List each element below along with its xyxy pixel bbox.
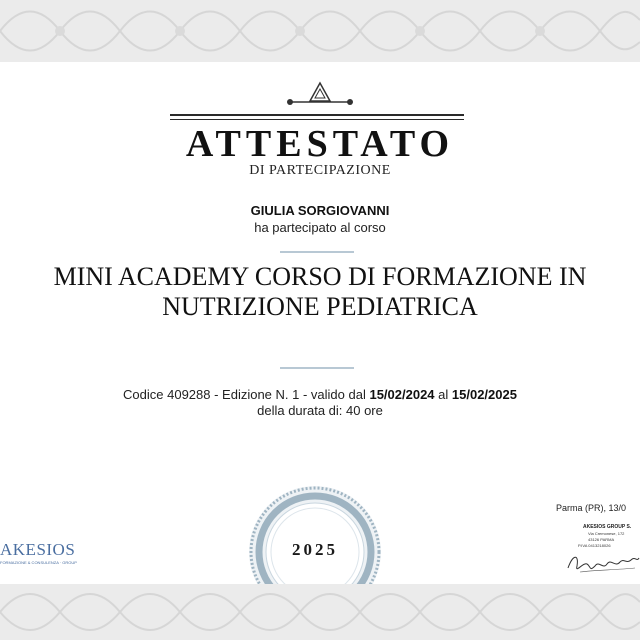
course-title-line2: NUTRIZIONE PEDIATRICA: [162, 292, 478, 321]
title-rule-thin: [170, 119, 464, 120]
valid-to-date: 15/02/2025: [451, 387, 517, 402]
divider: [280, 367, 354, 369]
title-rule: [170, 114, 464, 116]
code-prefix: Codice 409288 - Edizione N. 1 - valido dal: [123, 387, 370, 402]
seal-year: 2025: [292, 540, 338, 559]
course-code-line: [0, 387, 640, 402]
participation-text: ha partecipato al corso: [254, 220, 386, 235]
place-date: Parma (PR), 13/0: [556, 503, 627, 513]
course-duration: della durata di: 40 ore: [257, 403, 383, 418]
participant-name: GIULIA SORGIOVANNI: [250, 203, 390, 218]
company-name: AKESIOS GROUP S.: [583, 524, 632, 530]
top-decorative-band: [0, 0, 640, 62]
company-vat: P.IVA 0413218026: [578, 543, 611, 548]
signature-icon: [565, 548, 640, 578]
valid-from-date: 15/02/2024: [369, 387, 435, 402]
company-city: 43126 PARMA: [588, 537, 615, 542]
certificate-title: ATTESTATO: [185, 123, 455, 165]
code-middle: al: [434, 387, 452, 402]
triangle-ornament-icon: [270, 80, 370, 110]
course-title-line1: MINI ACADEMY CORSO DI FORMAZIONE IN: [53, 262, 587, 291]
akesios-logo: [0, 540, 77, 565]
divider: [280, 251, 354, 253]
logo-text: AKESIOS: [0, 540, 76, 559]
logo-subtext: FORMAZIONE & CONSULENZA · GROUP: [0, 560, 77, 565]
bottom-decorative-band: [0, 584, 640, 640]
company-address: Via Cremonese, 172: [588, 531, 625, 536]
course-title: [0, 262, 640, 322]
certificate-subtitle: DI PARTECIPAZIONE: [249, 163, 391, 178]
